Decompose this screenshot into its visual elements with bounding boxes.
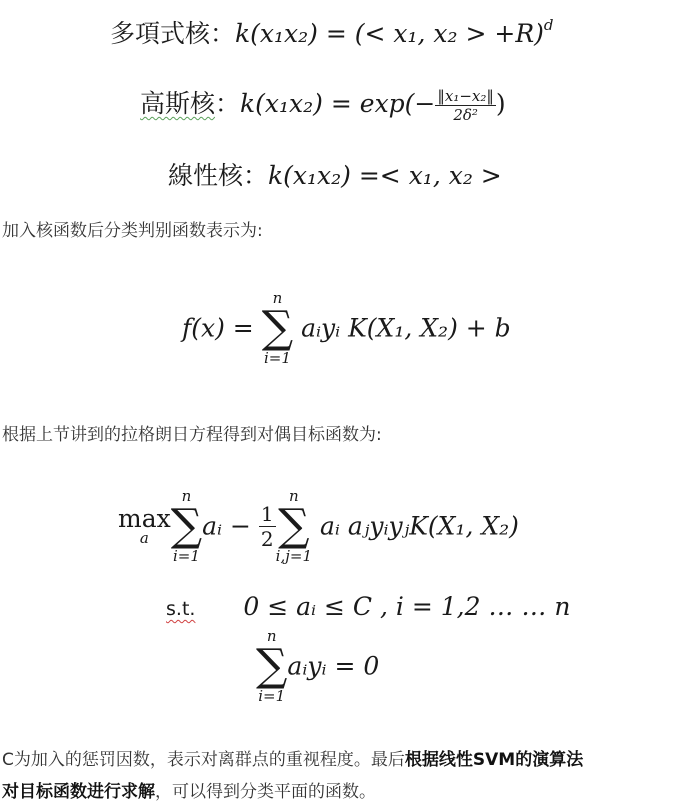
discriminant-body: aᵢyᵢ K(X₁, X₂) + b [301,313,511,343]
st-label: s.t. [166,598,196,620]
constraint-range: 0 ≤ aᵢ ≤ C , i = 1,2 … … n [243,592,571,621]
polynomial-rhs: (< x₁, x₂ > +R) [354,19,544,48]
sum-lower: i=1 [263,349,291,367]
conclusion-bold1: 根据线性SVM的演算法 [404,750,584,770]
polynomial-kernel-label: 多項式核： [110,19,236,48]
sum1-upper: n [181,487,192,505]
sum2-upper: n [288,487,299,505]
discriminant-lhs: f(x) = [182,313,262,343]
gaussian-kernel-label: 高斯核 [140,89,216,118]
sum-symbol-1 [171,488,202,564]
half-fraction [259,502,276,551]
sigma-glyph: ∑ [261,302,294,353]
constraint-line [166,592,570,621]
linear-kernel-label: 線性核： [168,161,269,190]
sum-upper: n [272,289,283,307]
max-text: max [118,504,171,533]
conclusion-part2: ，可以得到分类平面的函数。 [155,782,376,802]
sum2-lower: i,j=1 [275,547,312,565]
conclusion-text [2,744,678,808]
gaussian-frac-den: 2δ² [453,106,478,124]
sum-symbol-2 [276,488,312,564]
discriminant-formula [182,290,511,366]
gaussian-close: ) [495,89,506,118]
dual-term2: aᵢ aⱼyᵢyⱼK(X₁, X₂) [319,511,519,541]
max-operator [118,504,171,547]
sum-symbol-3 [256,628,287,704]
intro-discriminant-text: 加入核函数后分类判别函数表示为: [2,221,263,241]
half-num: 1 [260,501,274,526]
conclusion-bold2: 对目标函数进行求解 [2,782,155,802]
intro-dual-text: 根据上节讲到的拉格朗日方程得到对偶目标函数为: [2,425,382,445]
max-sub: a [139,529,149,547]
polynomial-kernel-formula [110,14,554,50]
half-den: 2 [260,526,274,551]
gaussian-lhs: k(x₁x₂) = exp(− [240,89,436,118]
linear-formula: k(x₁x₂) =< x₁, x₂ > [268,161,502,190]
sum3-upper: n [266,627,277,645]
gaussian-kernel-formula [140,84,506,124]
dual-objective-formula [118,488,519,564]
linear-kernel-formula [168,156,502,192]
sum3-lower: i=1 [258,687,286,705]
gaussian-frac-num: ‖x₁−x₂‖ [437,87,494,105]
dual-term1: aᵢ − [202,511,259,541]
gaussian-colon: ： [215,89,241,118]
sum-symbol [262,290,293,366]
sigma-glyph: ∑ [278,500,310,551]
gaussian-fraction [435,87,496,124]
polynomial-lhs: k(x₁x₂) = [235,19,355,48]
constraint-sum-line [256,628,379,704]
conclusion-part1: C为加入的惩罚因数，表示对离群点的重视程度。最后 [2,750,405,770]
sigma-glyph: ∑ [256,640,288,691]
sum1-lower: i=1 [172,547,200,565]
constraint-sum-body: aᵢyᵢ = 0 [287,651,380,681]
sigma-glyph: ∑ [170,500,203,551]
polynomial-exponent: d [543,16,554,34]
